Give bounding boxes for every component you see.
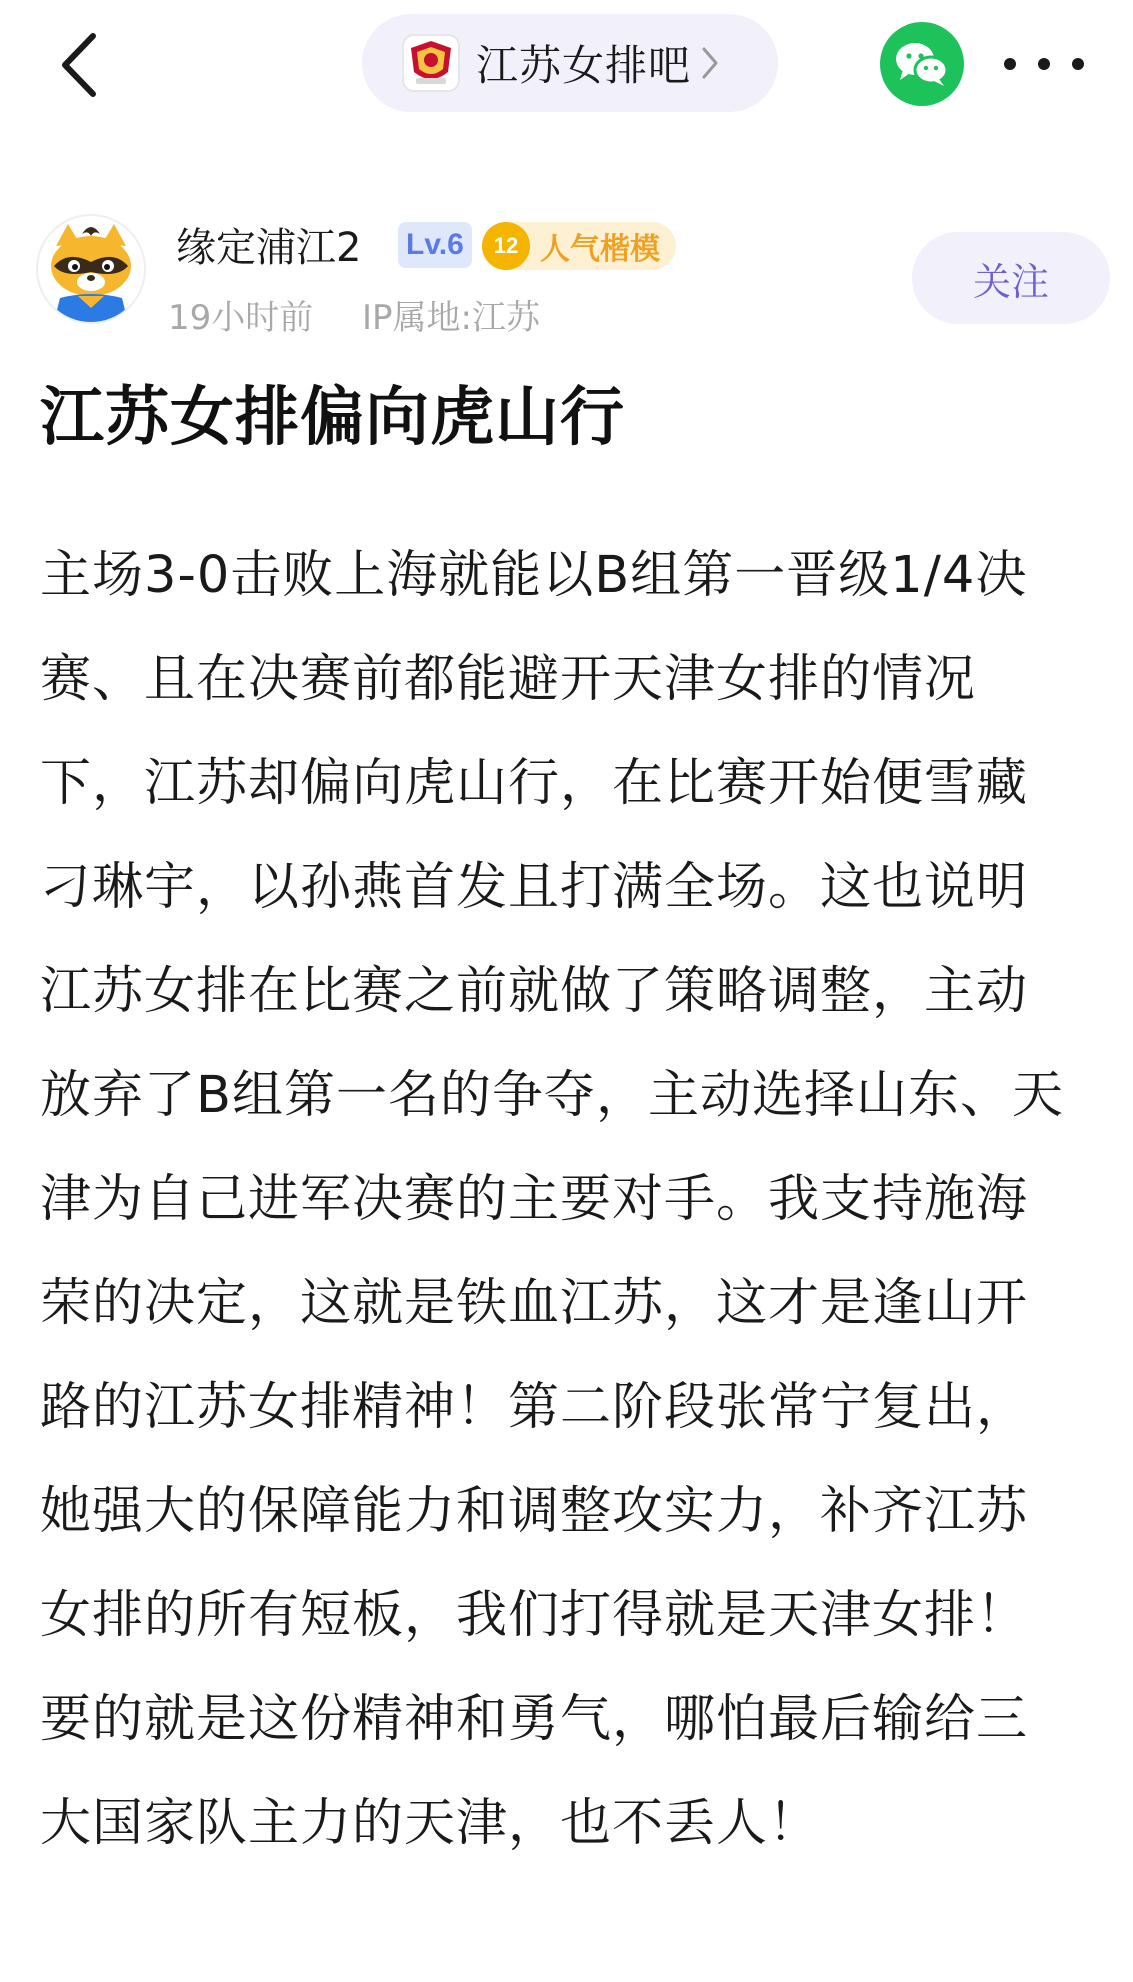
wechat-icon — [894, 40, 950, 88]
chevron-right-icon — [701, 46, 719, 80]
chevron-left-icon — [59, 32, 99, 98]
more-dots-icon — [1038, 58, 1050, 70]
popularity-level-icon: 12 — [482, 222, 530, 270]
forum-logo — [402, 34, 460, 92]
more-button[interactable] — [1004, 44, 1084, 84]
post-title: 江苏女排偏向虎山行 — [40, 381, 625, 455]
popularity-title: 人气楷模 — [540, 232, 660, 267]
ip-location: IP属地:江苏 — [362, 298, 540, 338]
more-dots-icon — [1004, 58, 1016, 70]
forum-entry[interactable] — [362, 14, 778, 112]
level-badge: Lv.6 — [398, 222, 472, 268]
back-button[interactable] — [44, 30, 114, 100]
avatar[interactable] — [36, 214, 146, 324]
author-name[interactable]: 缘定浦江2 — [176, 225, 362, 271]
top-bar — [0, 0, 1133, 128]
follow-button[interactable]: 关注 — [912, 232, 1110, 324]
more-dots-icon — [1072, 58, 1084, 70]
post-body: 主场3-0击败上海就能以B组第一晋级1/4决赛、且在决赛前都能避开天津女排的情况下，江苏却偏向虎山行，在比赛开始便雪藏刁琳宇，以孙燕首发且打满全场。这也说明江苏女排在比赛之前就做了策略调整，主动放弃了B组第一名的争夺，主动选择山东、天津为自己进军决赛的主要对手。我支持施海荣的决定，这就是铁血江苏，这才是逢山开路的江苏女排精神！第二阶段张常宁复出，她强大的保障能力和调整攻实力，补齐江苏女排的所有短板，我们打得就是天津女排！要的就是这份精神和勇气，哪怕最后输给三大国家队主力的天津，也不丢人！ — [40, 546, 1064, 1853]
post-time: 19小时前 — [168, 298, 314, 338]
wechat-share-button[interactable] — [880, 22, 964, 106]
popularity-badge — [482, 222, 676, 270]
forum-name: 江苏女排吧 — [476, 41, 692, 90]
